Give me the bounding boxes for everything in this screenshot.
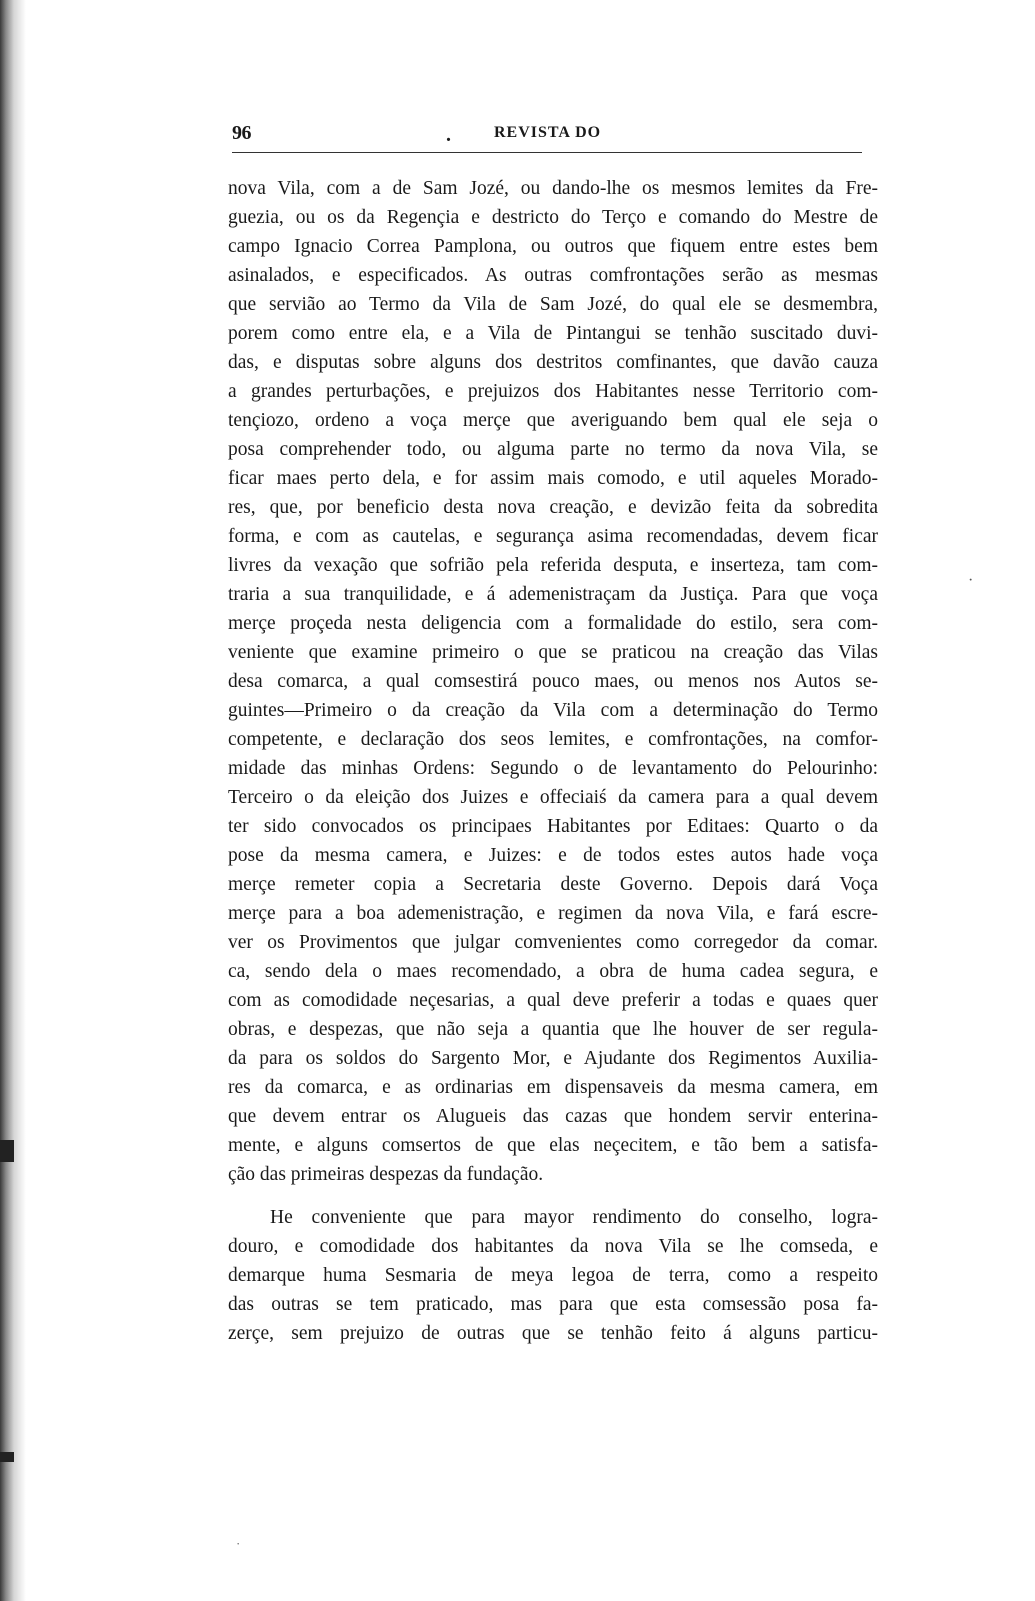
text-line: obras, e despezas, que não seja a quantia que lhe houver de ser regula- xyxy=(228,1019,878,1040)
text-line: pose da mesma camera, e Juizes: e de todos estes autos hade voça xyxy=(228,845,878,866)
running-title: REVISTA DO xyxy=(494,124,602,141)
paragraph xyxy=(228,174,878,1189)
text-line: da para os soldos do Sargento Mor, e Ajudante dos Regimentos Auxilia- xyxy=(228,1048,878,1069)
text-line: ção das primeiras despezas da fundação. xyxy=(228,1164,544,1185)
text-line: veniente que examine primeiro o que se praticou na creação das Vilas xyxy=(228,642,878,663)
page-number: 96 xyxy=(232,122,251,144)
paragraph xyxy=(228,1203,878,1348)
text-line: Terceiro o da eleição dos Juizes e offeciaiś da camera para a qual devem xyxy=(228,787,878,808)
scan-binding-edge xyxy=(0,0,26,1601)
text-line: que devem entrar os Alugueis das cazas que hondem servir enterina- xyxy=(228,1106,878,1127)
text-line: mente, e alguns comsertos de que elas neçecitem, e tão bem a satisfa- xyxy=(228,1135,878,1156)
paragraph-gap xyxy=(228,1189,878,1203)
text-line: livres da vexação que sofrião pela referida desputa, e inserteza, tam com- xyxy=(228,555,878,576)
text-line: das, e disputas sobre alguns dos destritos comfinantes, que davão cauza xyxy=(228,352,878,373)
text-line: a grandes perturbações, e prejuizos dos Habitantes nesse Territorio com- xyxy=(228,381,878,402)
text-line: com as comodidade neçesarias, a qual deve preferir a todas e quaes quer xyxy=(228,990,878,1011)
text-line: douro, e comodidade dos habitantes da nova Vila se lhe comseda, e xyxy=(228,1236,878,1257)
header-rule xyxy=(232,152,862,153)
text-line: res, que, por beneficio desta nova creação, e devizão feita da sobredita xyxy=(228,497,878,518)
text-line: res da comarca, e as ordinarias em dispensaveis da mesma camera, em xyxy=(228,1077,878,1098)
text-line: merçe proçeda nesta deligencia com a formalidade do estilo, sera com- xyxy=(228,613,878,634)
text-line: forma, e com as cautelas, e segurança asima recomendadas, devem ficar xyxy=(228,526,878,547)
text-line: posa comprehender todo, ou alguma parte no termo da nova Vila, se xyxy=(228,439,878,460)
text-line: tençiozo, ordeno a voça merçe que averiguando bem qual ele seja o xyxy=(228,410,878,431)
text-line: zerçe, sem prejuizo de outras que se tenhão feito á alguns particu- xyxy=(228,1323,878,1344)
text-line: asinalados, e especificados. As outras comfrontações serão as mesmas xyxy=(228,265,878,286)
margin-speck: · xyxy=(968,572,974,589)
body-text xyxy=(228,174,878,1348)
text-line: merçe para a boa ademenistração, e regimen da nova Vila, e fará escre- xyxy=(228,903,878,924)
text-line: ter sido convocados os principaes Habitantes por Editaes: Quarto o da xyxy=(228,816,878,837)
scan-edge-mark xyxy=(0,1140,14,1162)
page-header xyxy=(232,120,862,146)
text-line: competente, e declaração dos seos lemites, e comfrontações, na comfor- xyxy=(228,729,878,750)
text-line: traria a sua tranquilidade, e á ademenistraçam da Justiça. Para que voça xyxy=(228,584,878,605)
text-line: guezia, ou os da Regençia e destricto do Terço e comando do Mestre de xyxy=(228,207,878,228)
text-line: guintes—Primeiro o da creação da Vila com a determinação do Termo xyxy=(228,700,878,721)
text-line: merçe remeter copia a Secretaria deste Governo. Depois dará Voça xyxy=(228,874,878,895)
text-line: midade das minhas Ordens: Segundo o de levantamento do Pelourinho: xyxy=(228,758,878,779)
text-line: ca, sendo dela o maes recomendado, a obra de huma cadea segura, e xyxy=(228,961,878,982)
text-line: He conveniente que para mayor rendimento do conselho, logra- xyxy=(270,1207,878,1228)
text-line: das outras se tem praticado, mas para que esta comsessão posa fa- xyxy=(228,1294,878,1315)
text-line: nova Vila, com a de Sam Jozé, ou dando-lhe os mesmos lemites da Fre- xyxy=(228,178,878,199)
header-separator-dot: . xyxy=(446,124,451,146)
foot-speck: · xyxy=(236,1536,241,1551)
text-line: demarque huma Sesmaria de meya legoa de terra, como a respeito xyxy=(228,1265,878,1286)
scan-edge-mark xyxy=(0,1452,14,1462)
text-line: que servião ao Termo da Vila de Sam Jozé, do qual ele se desmembra, xyxy=(228,294,878,315)
text-line: campo Ignacio Correa Pamplona, ou outros que fiquem entre estes bem xyxy=(228,236,878,257)
text-line: porem como entre ela, e a Vila de Pintangui se tenhão suscitado duvi- xyxy=(228,323,878,344)
text-line: ficar maes perto dela, e for assim mais comodo, e util aqueles Morado- xyxy=(228,468,878,489)
text-line: ver os Provimentos que julgar comvenientes como corregedor da comar. xyxy=(228,932,878,953)
text-line: desa comarca, a qual comsestirá pouco maes, ou menos nos Autos se- xyxy=(228,671,878,692)
